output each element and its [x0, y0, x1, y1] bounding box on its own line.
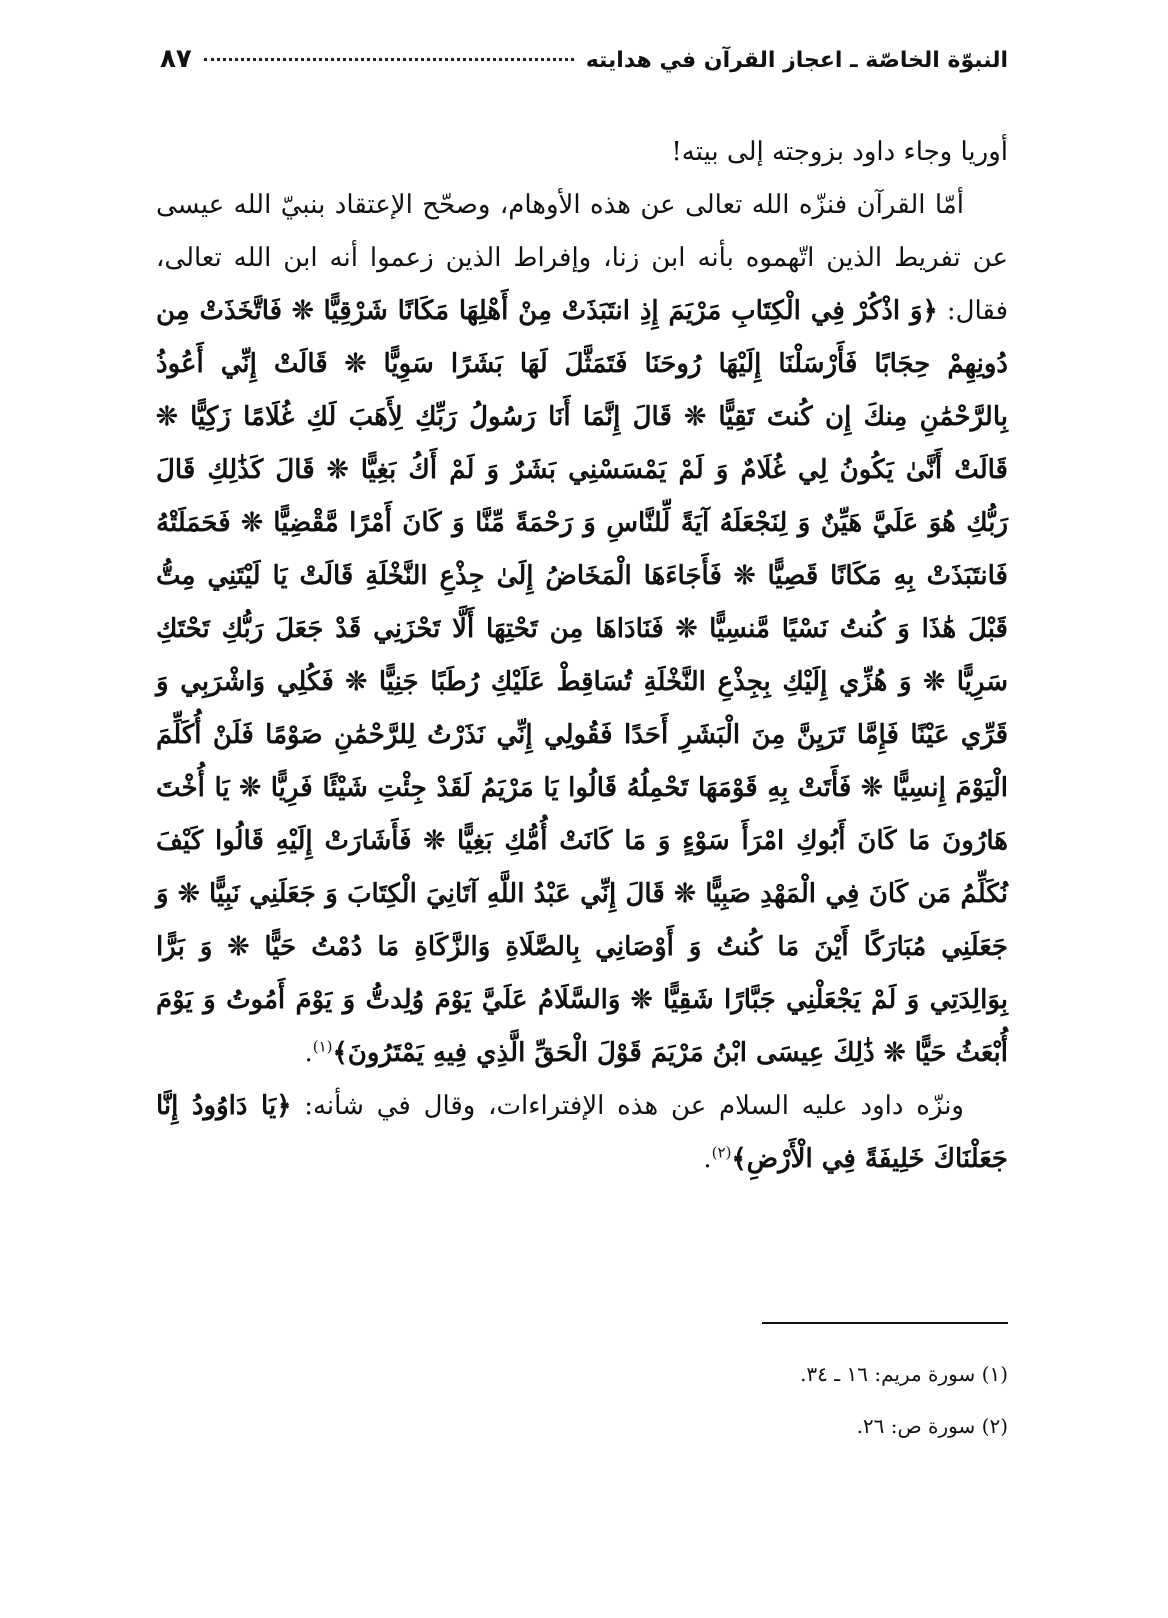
- footnote-divider: [762, 1322, 1008, 1324]
- header-leader-dots: [204, 58, 574, 61]
- paragraph-2: [156, 179, 1008, 1080]
- paragraph-2-intro: أمّا القرآن فنزّه الله تعالى عن هذه الأوهام، وصحّح الإعتقاد بنبيّ الله عيسى عن تفريط الذين اتّهموه بأنه ابن زنا، وإفراط الذين زعموا أنه ابن الله تعالى، فقال:: [156, 190, 1009, 326]
- body-text: [156, 126, 1008, 1186]
- paragraph-1: أوريا وجاء داود بزوجته إلى بيته!: [671, 137, 1008, 167]
- footnote-1: (١) سورة مريم: ١٦ ـ ٣٤.: [800, 1362, 1008, 1386]
- footnote-ref-2[interactable]: (٢): [711, 1143, 732, 1162]
- quran-verse-sad: ﴿يَا دَاوُودُ إِنَّا جَعَلْنَاكَ خَلِيفَةً فِي الْأَرْضِ﴾: [156, 1091, 1008, 1174]
- paragraph-3-end: .: [703, 1144, 712, 1174]
- footnote-2: (٢) سورة ص: ٢٦.: [856, 1414, 1008, 1438]
- quran-verse-maryam: ﴿وَ اذْكُرْ فِي الْكِتَابِ مَرْيَمَ إِذِ انتَبَذَتْ مِنْ أَهْلِهَا مَكَانًا شَرْقِيًّا ❊ فَاتَّخَذَتْ مِن دُونِهِمْ حِجَابًا فَأَرْسَلْنَا إِلَيْهَا رُوحَنَا فَتَمَثَّلَ لَهَا بَشَرًا سَوِيًّا ❊ قَالَتْ إِنِّي أَعُوذُ بِالرَّحْمَٰنِ مِنكَ إِن كُنتَ تَقِيًّا ❊ قَالَ إِنَّمَا أَنَا رَسُولُ رَبِّكِ لِأَهَبَ لَكِ غُلَامًا زَكِيًّا ❊ قَالَتْ أَنَّىٰ يَكُونُ لِي غُلَامٌ وَ لَمْ يَمْسَسْنِي بَشَرٌ وَ لَمْ أَكُ بَغِيًّا ❊ قَالَ كَذَٰلِكِ قَالَ رَبُّكِ هُوَ عَلَيَّ هَيِّنٌ وَ لِنَجْعَلَهُ آيَةً لِّلنَّاسِ وَ رَحْمَةً مِّنَّا وَ كَانَ أَمْرًا مَّقْضِيًّا ❊ فَحَمَلَتْهُ فَانتَبَذَتْ بِهِ مَكَانًا قَصِيًّا ❊ فَأَجَاءَهَا الْمَخَاضُ إِلَىٰ جِذْعِ النَّخْلَةِ قَالَتْ يَا لَيْتَنِي مِتُّ قَبْلَ هَٰذَا وَ كُنتُ نَسْيًا مَّنسِيًّا ❊ فَنَادَاهَا مِن تَحْتِهَا أَلَّا تَحْزَنِي قَدْ جَعَلَ رَبُّكِ تَحْتَكِ سَرِيًّا ❊ وَ هُزِّي إِلَيْكِ بِجِذْعِ النَّخْلَةِ تُسَاقِطْ عَلَيْكِ رُطَبًا جَنِيًّا ❊ فَكُلِي وَاشْرَبِي وَ قَرِّي عَيْنًا فَإِمَّا تَرَيِنَّ مِنَ الْبَشَرِ أَحَدًا فَقُولِي إِنِّي نَذَرْتُ لِلرَّحْمَٰنِ صَوْمًا فَلَنْ أُكَلِّمَ الْيَوْمَ إِنسِيًّا ❊ فَأَتَتْ بِهِ قَوْمَهَا تَحْمِلُهُ قَالُوا يَا مَرْيَمُ لَقَدْ جِئْتِ شَيْئًا فَرِيًّا ❊ يَا أُخْتَ هَارُونَ مَا كَانَ أَبُوكِ امْرَأَ سَوْءٍ وَ مَا كَانَتْ أُمُّكِ بَغِيًّا ❊ فَأَشَارَتْ إِلَيْهِ قَالُوا كَيْفَ نُكَلِّمُ مَن كَانَ فِي الْمَهْدِ صَبِيًّا ❊ قَالَ إِنِّي عَبْدُ اللَّهِ آتَانِيَ الْكِتَابَ وَ جَعَلَنِي نَبِيًّا ❊ وَ جَعَلَنِي مُبَارَكًا أَيْنَ مَا كُنتُ وَ أَوْصَانِي بِالصَّلَاةِ وَالزَّكَاةِ مَا دُمْتُ حَيًّا ❊ وَ بَرًّا بِوَالِدَتِي وَ لَمْ يَجْعَلْنِي جَبَّارًا شَقِيًّا ❊ وَالسَّلَامُ عَلَيَّ يَوْمَ وُلِدتُّ وَ يَوْمَ أَمُوتُ وَ يَوْمَ أُبْعَثُ حَيًّا ❊ ذَٰلِكَ عِيسَى ابْنُ مَرْيَمَ قَوْلَ الْحَقِّ الَّذِي فِيهِ يَمْتَرُونَ﴾: [156, 296, 1008, 1068]
- paragraph-2-end: .: [304, 1038, 313, 1068]
- paragraph-3: [156, 1080, 1008, 1186]
- page-number: ٨٧: [160, 44, 192, 74]
- paragraph-3-intro: ونزّه داود عليه السلام عن هذه الإفتراءات، وقال في شأنه:: [304, 1091, 964, 1121]
- footnote-ref-1[interactable]: (١): [312, 1037, 333, 1056]
- footnotes: [156, 1348, 1008, 1452]
- header-title: النبوّة الخاصّة ـ اعجاز القرآن في هدايته: [585, 48, 1008, 73]
- running-header: [160, 44, 1008, 92]
